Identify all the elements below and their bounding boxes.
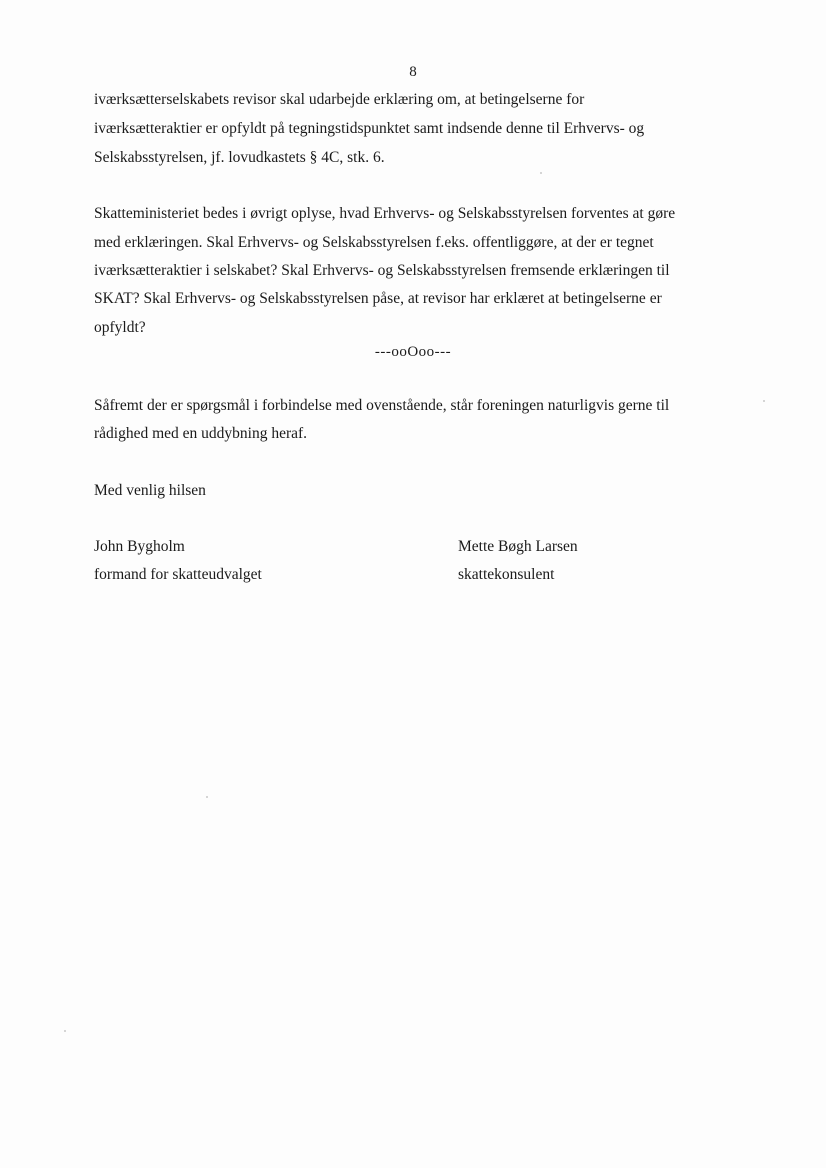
paragraph-line: opfyldt? bbox=[94, 319, 146, 336]
scan-speck bbox=[540, 172, 542, 174]
signatory-title: skattekonsulent bbox=[458, 566, 555, 583]
paragraph-line: rådighed med en uddybning heraf. bbox=[94, 425, 308, 442]
paragraph-line: iværksætterselskabets revisor skal udarbejde erklæring om, at betingelserne for bbox=[94, 91, 585, 108]
paragraph-line: iværksætteraktier i selskabet? Skal Erhvervs- og Selskabsstyrelsen fremsende erklæringen til bbox=[94, 262, 670, 279]
signatory-name: Mette Bøgh Larsen bbox=[458, 538, 578, 555]
page-number: 8 bbox=[409, 64, 417, 80]
paragraph-line: med erklæringen. Skal Erhvervs- og Selskabsstyrelsen f.eks. offentliggøre, at der er tegnet bbox=[94, 234, 654, 251]
paragraph-line: Selskabsstyrelsen, jf. lovudkastets § 4C, stk. 6. bbox=[94, 149, 385, 166]
paragraph-line: iværksætteraktier er opfyldt på tegningstidspunktet samt indsende denne til Erhvervs- og bbox=[94, 120, 645, 137]
section-separator: ---ooOoo--- bbox=[374, 344, 452, 360]
scan-speck bbox=[763, 400, 765, 402]
scan-speck bbox=[206, 796, 208, 798]
signatory-name: John Bygholm bbox=[94, 538, 185, 555]
closing-greeting: Med venlig hilsen bbox=[94, 482, 206, 499]
signatory-title: formand for skatteudvalget bbox=[94, 566, 262, 583]
scan-speck bbox=[64, 1030, 66, 1032]
paragraph-line: Skatteministeriet bedes i øvrigt oplyse, hvad Erhvervs- og Selskabsstyrelsen forventes at gøre bbox=[94, 205, 676, 222]
paragraph-line: Såfremt der er spørgsmål i forbindelse med ovenstående, står foreningen naturligvis gerne til bbox=[94, 397, 670, 414]
paragraph-line: SKAT? Skal Erhvervs- og Selskabsstyrelsen påse, at revisor har erklæret at betingelserne er bbox=[94, 290, 662, 307]
